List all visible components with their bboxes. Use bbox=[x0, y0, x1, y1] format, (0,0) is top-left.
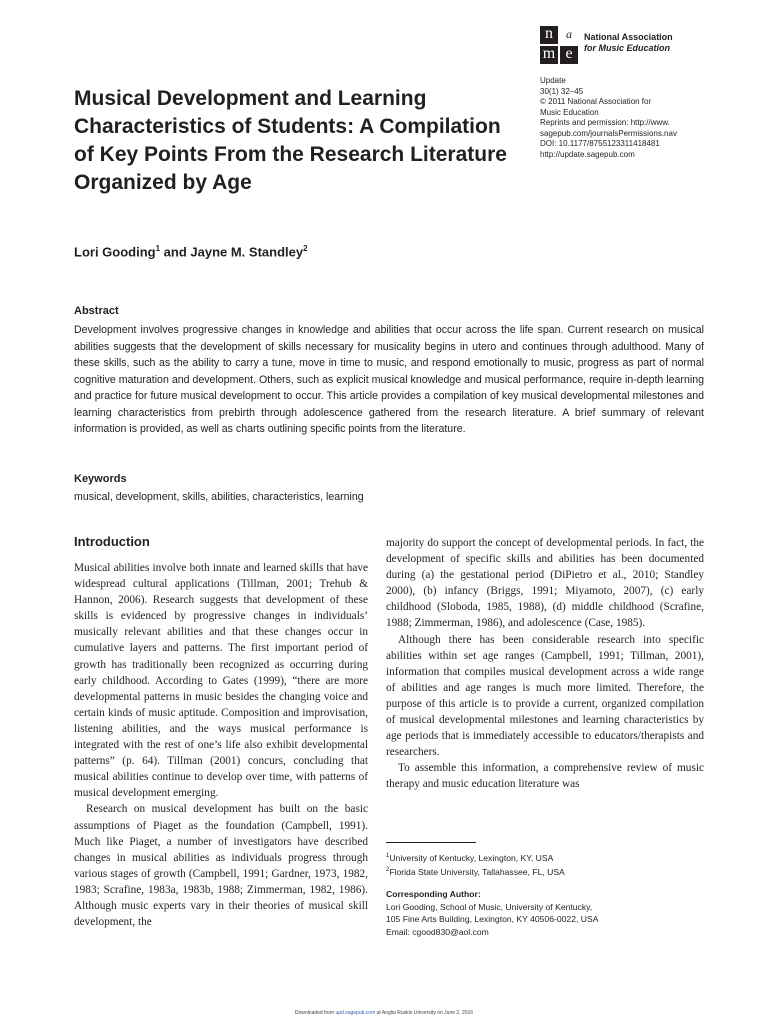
corresponding-author-line: Lori Gooding, School of Music, University of Kentucky, bbox=[386, 901, 593, 912]
publication-info bbox=[540, 76, 740, 160]
footnote-divider bbox=[386, 842, 476, 843]
affiliation-1 bbox=[386, 850, 704, 864]
abstract-heading: Abstract bbox=[74, 305, 119, 317]
journal-name: Update bbox=[540, 76, 566, 85]
copyright: © 2011 National Association for bbox=[540, 97, 652, 106]
abstract-text: Development involves progressive changes in knowledge and abilities that occur across the life span. Current research on musical abilities suggests that the development of skills necessary for musicality begins in utero and continues through adulthood. Many of these skills, such as the ability to carry a tune, move in time to music, and respond emotionally to music, progress as part of normal cognitive maturation and development. Others, such as explicit musical knowledge and musical performance, require in-depth learning and practice for future musical development to occur. This article provides a compilation of key musical developmental milestones and learning characteristics from prebirth through adolescence gathered from the research literature. A brief summary of relevant information is provided, as well as charts outlining specific points from the literature. bbox=[74, 324, 704, 435]
logo-letter: n bbox=[540, 26, 558, 44]
logo-line1: National Association bbox=[584, 32, 673, 42]
footnotes bbox=[386, 850, 704, 938]
affiliation-marker: 2 bbox=[303, 244, 308, 253]
author-name: Lori Gooding bbox=[74, 244, 156, 260]
corresponding-author-email[interactable]: Email: cgood830@aol.com bbox=[386, 926, 489, 937]
body-paragraph: Musical abilities involve both innate and learned skills that have widespread cultural applications (Tillman, 2001; Trehub & Hannon, 2006). Research suggests that development of these skills is evidenced by progressive changes in individuals’ musically relevant abilities and that these changes occur in cumulative layers and patterns. The first important period of growth has traditionally been recognized as occurring during early childhood. According to Gates (1999), “there are more developmental patterns in music besides the changing voice and certain kinds of music aptitude. Composition and improvisation, listening abilities, and the ways musical performance is integrated with the rest of one’s life also exhibit developmental patterns” (p. 64). Tillman (2001) concurs, concluding that musical abilities continue to develop over time, with patterns of musical development emerging. bbox=[74, 562, 368, 800]
download-link[interactable]: upd.sagepub.com bbox=[335, 1010, 376, 1016]
journal-url[interactable]: http://update.sagepub.com bbox=[540, 149, 635, 159]
body-column-right bbox=[386, 535, 704, 793]
affiliation-text: Florida State University, Tallahassee, FL, USA bbox=[389, 867, 565, 878]
author-name: and Jayne M. Standley bbox=[160, 244, 304, 260]
volume-pages: 30(1) 32–45 bbox=[540, 86, 584, 96]
logo-line2: for Music Education bbox=[584, 43, 671, 53]
journal-logo bbox=[540, 26, 740, 70]
reprints-info: Reprints and permission: http://www. bbox=[540, 118, 670, 127]
body-column-left bbox=[74, 560, 368, 930]
copyright-cont: Music Education bbox=[540, 107, 599, 117]
body-paragraph: Research on musical development has built on the basic assumptions of Piaget as the foundation (Campbell, 1991). Much like Piaget, a number of investigators have described changes in musical abilities as individuals progress through various stages of growth (Campbell, 1991; Gardner, 1973, 1982, 1983; Scrafine, 1983a, 1983b, 1988; Zimmerman, 1982, 1986). Although music experts vary in their theories of musical skill development, the bbox=[74, 803, 368, 929]
corresponding-author-address: 105 Fine Arts Building, Lexington, KY 40506-0022, USA bbox=[386, 914, 599, 925]
affiliation-marker: 1 bbox=[386, 853, 390, 859]
keywords-text: musical, development, skills, abilities, characteristics, learning bbox=[74, 491, 364, 503]
corresponding-author-heading: Corresponding Author: bbox=[386, 888, 481, 899]
download-prefix: Downloaded from bbox=[294, 1010, 336, 1016]
affiliation-2 bbox=[386, 864, 704, 878]
body-paragraph: To assemble this information, a comprehensive review of music therapy and music education literature was bbox=[386, 762, 704, 791]
author-list bbox=[74, 244, 308, 259]
logo-letter: e bbox=[560, 46, 578, 64]
article-title: Musical Development and Learning Characteristics of Students: A Compilation of Key Points From the Research Literature Organized by Age bbox=[74, 87, 507, 194]
affiliation-marker: 1 bbox=[155, 244, 161, 253]
logo-letter: a bbox=[560, 26, 578, 44]
logo-letter: m bbox=[540, 46, 558, 64]
section-heading-introduction: Introduction bbox=[74, 534, 150, 549]
affiliation-text: University of Kentucky, Lexington, KY, USA bbox=[389, 852, 554, 863]
keywords-heading: Keywords bbox=[74, 473, 127, 485]
doi: DOI: 10.1177/8755123311418481 bbox=[540, 139, 660, 148]
download-notice bbox=[0, 1010, 768, 1016]
reprints-url: sagepub.com/journalsPermissions.nav bbox=[540, 128, 677, 138]
name-logo-mark bbox=[540, 26, 578, 64]
affiliation-marker: 2 bbox=[386, 867, 390, 874]
body-paragraph: majority do support the concept of developmental periods. In fact, the development of specific skills and abilities has been documented during (a) the gestational period (DiPietro et al., 2010; Standley 2000), (b) infancy (Briggs, 1991; Miyamoto, 2007), (c) early childhood (Sloboda, 1985, 1988), (d) middle childhood (Scrafine, 1988; Zimmerman, 1986), and adolescence (Case, 1985). bbox=[386, 537, 704, 630]
logo-text bbox=[584, 32, 673, 54]
download-suffix: at Anglia Ruskin University on June 2, 2016 bbox=[375, 1010, 474, 1016]
body-paragraph: Although there has been considerable research into specific abilities within set age ranges (Campbell, 1991; Tillman, 2001), information that compiles musical development across a wide range of abilities and age ranges is much more limited. Therefore, the purpose of this article is to provide a current, organized compilation of musical developmental milestones and learning characteristics by age periods that is immediately accessible to educators/therapists and researchers. bbox=[386, 633, 704, 759]
